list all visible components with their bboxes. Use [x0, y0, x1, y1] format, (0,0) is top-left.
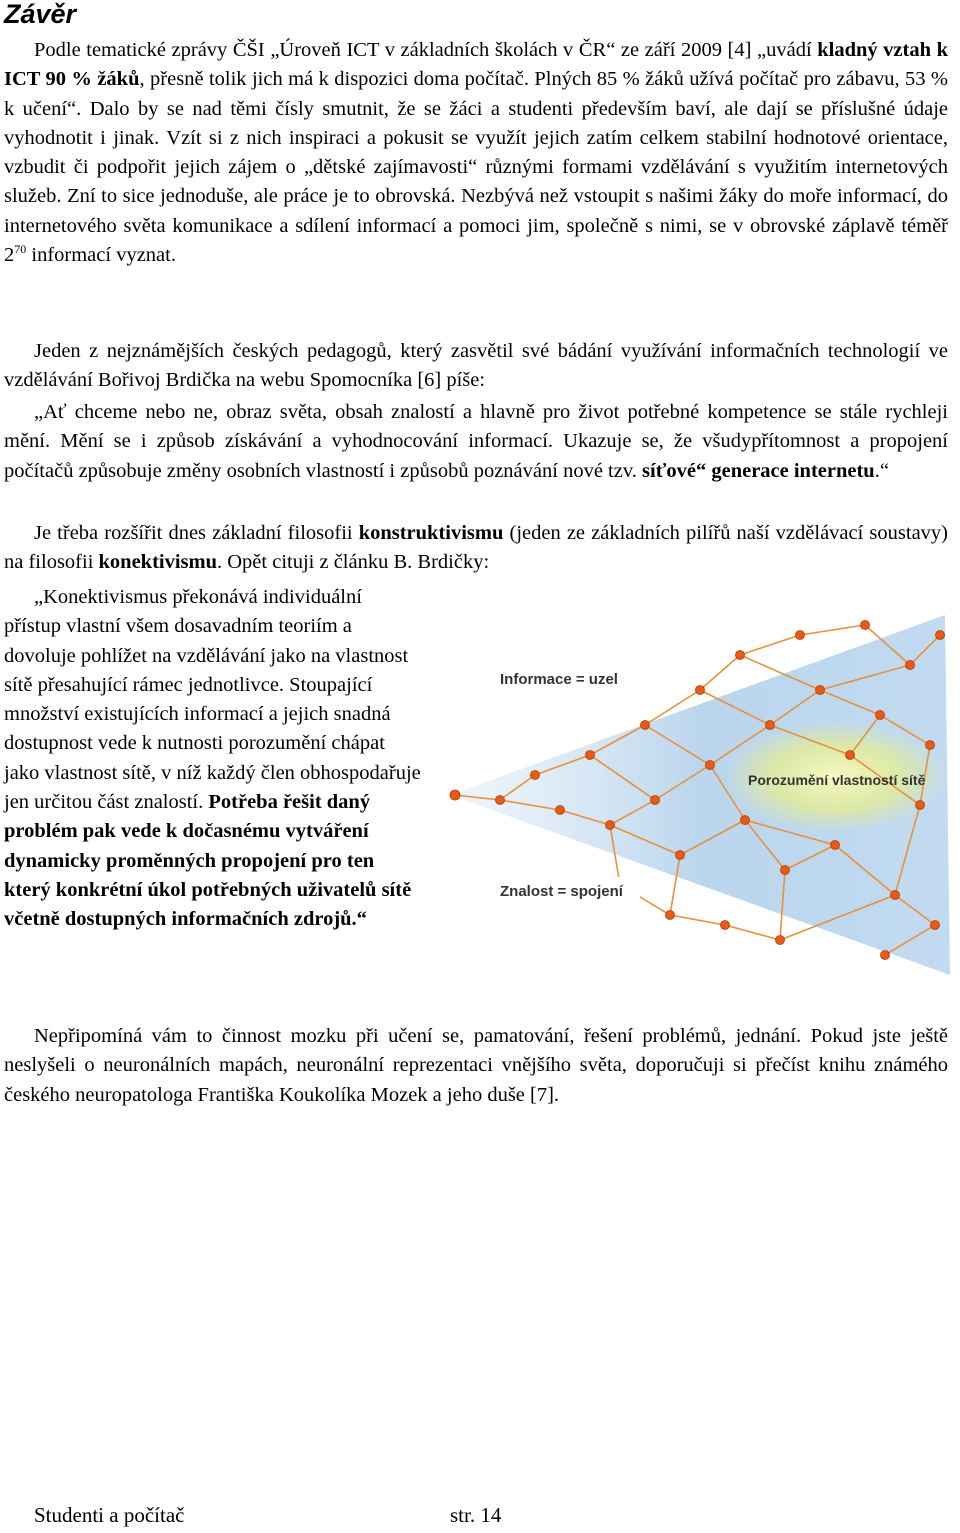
network-edge	[670, 915, 725, 925]
network-node	[586, 751, 595, 760]
network-node	[676, 851, 685, 860]
network-node	[496, 796, 505, 805]
network-node	[531, 771, 540, 780]
network-node	[736, 651, 745, 660]
network-node	[641, 721, 650, 730]
quote-connectivism: „Konektivismus překonává individuální přístup vlastní všem dosavadním teoriím a dovoluje pohlížet na vzdělávání jako na vlastnost sítě přesahující rámec jednotlivce. Stoupající množství existujících informací a jejich snadná dostupnost vede k nutnosti porozumění chápat jako vlastnost sítě, v níž každý člen obhospodařuje jen určitou část znalostí. Potřeba řešit daný problém pak vede k dočasnému vytváření dynamicky proměnných propojení pro ten který konkrétní úkol potřebných uživatelů sítě včetně dostupných informačních zdrojů.“	[4, 586, 421, 931]
network-node	[816, 686, 825, 695]
paragraph-brain: Nepřipomíná vám to činnost mozku při učení se, pamatování, řešení problémů, jednání. Pokud jste ještě neslyšeli o neuronálních mapách, neuronální reprezentaci vnějšího světa, doporučuji si přečíst knihu známého českého neuropatologa Františka Koukolíka Mozek a jeho duše [7].	[4, 1025, 948, 1106]
network-node	[916, 801, 925, 810]
network-edge	[700, 655, 740, 690]
page-title: Závěr	[4, 0, 77, 29]
network-node	[706, 761, 715, 770]
network-edge	[725, 925, 780, 940]
network-node	[881, 951, 890, 960]
network-illustration	[440, 595, 955, 985]
label-network: Porozumění vlastností sítě	[748, 772, 926, 788]
network-edge	[740, 635, 800, 655]
exponent: 70	[14, 242, 27, 257]
network-edge	[800, 625, 865, 635]
network-node	[776, 936, 785, 945]
network-node	[931, 921, 940, 930]
network-node	[696, 686, 705, 695]
paragraph-intro: Podle tematické zprávy ČŠI „Úroveň ICT v základních školách v ČR“ ze září 2009 [4] „uvádí kladný vztah k ICT 90 % žáků, přesně tolik jich má k dispozici doma počítač. Plných 85 % žáků užívá počítač pro zábavu, 53 % k učení“. Dalo by se nad těmi čísly smutnit, že se žáci a studenti především baví, ale dají se příslušné údaje vyhodnotit i jinak. Vzít si z nich inspiraci a pokusit se využít jejich zatím celkem stabilní hodnotové orientace, vzbudit či podpořit jejich zájem o „dětské zajímavosti“ různými formami vzdělávání s využitím internetových služeb. Zní to sice jednoduše, ale práce je to obrovská. Nezbývá než vstoupit s našimi žáky do moře informací, do internetového světa komunikace a sdílení informací a pomoci jim, společně s nimi, se v obrovské záplavě téměř $2^{70}$ informací vyznat.	[4, 39, 949, 267]
network-node	[861, 621, 870, 630]
network-node	[781, 866, 790, 875]
quote-brdicka: „Ať chceme nebo ne, obraz světa, obsah znalostí a hlavně pro život potřebné kompetence se stále rychleji mění. Mění se i způsob získávání a vyhodnocování informací. Ukazuje se, že všudypřítomnost a propojení počítačů způsobuje změny osobních vlastností i způsobů poznávání nové tzv. síťové“ generace internetu.“	[4, 401, 948, 482]
network-node	[926, 741, 935, 750]
network-node	[766, 721, 775, 730]
network-node	[450, 790, 460, 800]
footer-title: Studenti a počítač	[34, 1503, 185, 1527]
network-node	[651, 796, 660, 805]
network-node	[876, 711, 885, 720]
network-node	[891, 891, 900, 900]
label-knowledge: Znalost = spojení	[500, 883, 623, 900]
network-figure	[440, 595, 955, 985]
network-node	[831, 841, 840, 850]
network-node	[721, 921, 730, 930]
network-node	[846, 751, 855, 760]
paragraph-connectivism: Je třeba rozšířit dnes základní filosofii konstruktivismu (jeden ze základních pilířů naší vzdělávací soustavy) na filosofii konektivismu. Opět cituji z článku B. Brdičky:	[4, 522, 948, 574]
network-node	[906, 661, 915, 670]
page-footer	[34, 1500, 502, 1530]
network-node	[796, 631, 805, 640]
page-number: str. 14	[450, 1503, 502, 1527]
network-node	[556, 806, 565, 815]
network-node	[936, 631, 945, 640]
label-info: Informace = uzel	[500, 671, 618, 688]
paragraph-brdicka-intro: Jeden z nejznámějších českých pedagogů, který zasvětil své bádání využívání informačních technologií ve vzdělávání Bořivoj Brdička na webu Spomocníka [6] píše:	[4, 340, 948, 392]
network-node	[666, 911, 675, 920]
network-node	[741, 816, 750, 825]
network-node	[606, 821, 615, 830]
